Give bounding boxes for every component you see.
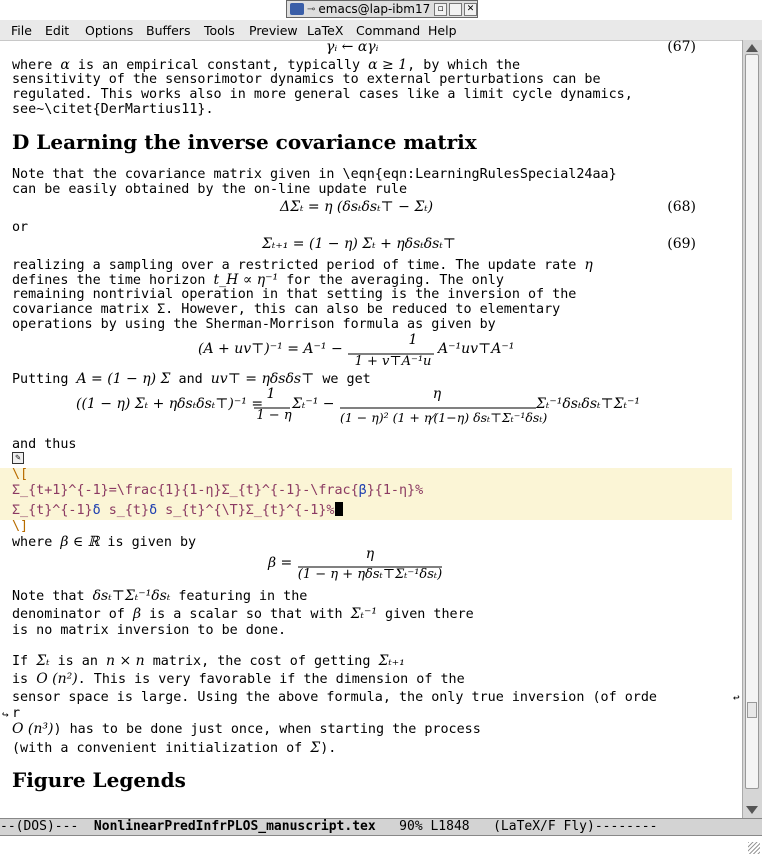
close-button[interactable]: ✕	[464, 3, 477, 16]
scrollbar-track[interactable]	[745, 54, 759, 789]
window-titlebar[interactable]	[286, 0, 478, 18]
vertical-scrollbar[interactable]	[742, 40, 762, 818]
inverse-update-mid: Σₜ⁻¹ −	[292, 396, 335, 412]
source-line: \[	[12, 467, 29, 482]
menu-latex[interactable]: LaTeX	[307, 23, 344, 38]
fraction-bar	[340, 407, 536, 409]
scroll-down-arrow-icon[interactable]	[746, 806, 758, 814]
sherman-morrison-rhs: A⁻¹uv⊤A⁻¹	[438, 341, 515, 357]
menu-options[interactable]: Options	[85, 23, 134, 38]
text-line: is no matrix inversion to be done.	[12, 623, 287, 638]
sherman-morrison-lhs: (A + uv⊤)⁻¹ = A⁻¹ −	[198, 341, 343, 357]
equation-67: γᵢ ← αγᵢ	[326, 40, 379, 55]
text-line: O (n³)) has to be done just once, when starting the process	[12, 721, 481, 737]
menu-file[interactable]: File	[11, 23, 32, 38]
fraction-numerator: 1	[408, 332, 418, 348]
beta-lhs: β =	[268, 555, 293, 571]
buffer-filename: NonlinearPredInfrPLOS_manuscript.tex	[93, 819, 376, 834]
fraction-numerator: η	[365, 546, 375, 562]
text-line: is O (n²). This is very favorable if the dimension of the	[12, 671, 465, 687]
line-wrap-icon: ↩	[733, 691, 740, 704]
modeline-prefix: --(DOS)---	[0, 819, 94, 834]
text-line: r	[12, 706, 21, 721]
text-line: Note that δsₜ⊤Σₜ⁻¹δsₜ featuring in the	[12, 588, 308, 604]
scroll-up-arrow-icon[interactable]	[746, 44, 758, 52]
mode-line[interactable]	[0, 818, 762, 836]
text-line: realizing a sampling over a restricted period of time. The update rate η	[12, 257, 593, 273]
text-line: denominator of β is a scalar so that with Σₜ⁻¹ given there	[12, 606, 474, 622]
text-cursor	[335, 502, 343, 516]
equation-number-69: (69)	[667, 236, 696, 252]
text-line: and thus	[12, 437, 77, 452]
menu-buffers[interactable]: Buffers	[146, 23, 191, 38]
fraction-denominator: (1 − η)² (1 + η⁄(1−η) δsₜ⊤Σₜ⁻¹δsₜ)	[340, 410, 548, 425]
text-line: sensor space is large. Using the above formula, the only true inversion (of orde	[12, 690, 657, 705]
preview-icon[interactable]: ✎	[12, 452, 24, 464]
window-title: emacs@lap-ibm17	[318, 2, 431, 16]
text-line: If Σₜ is an n × n matrix, the cost of getting Σₜ₊₁	[12, 653, 405, 669]
text-line: (with a convenient initialization of Σ).	[12, 740, 337, 756]
source-line: \]	[12, 519, 29, 534]
text-line: regulated. This works also in more general cases like a limit cycle dynamics,	[12, 87, 633, 102]
inverse-update-rhs: Σₜ⁻¹δsₜδsₜ⊤Σₜ⁻¹	[536, 396, 641, 412]
minibuffer[interactable]	[0, 836, 762, 856]
equation-69: Σₜ₊₁ = (1 − η) Σₜ + ηδsₜδsₜ⊤	[262, 236, 456, 252]
section-heading: D Learning the inverse covariance matrix	[12, 130, 477, 154]
menu-preview[interactable]: Preview	[249, 23, 298, 38]
major-mode[interactable]: (LaTeX/F Fly)	[493, 819, 595, 834]
fraction-denominator: (1 − η + ηδsₜ⊤Σₜ⁻¹δsₜ)	[297, 567, 443, 582]
modeline-dashes: --------	[594, 819, 658, 834]
inverse-update-lhs: ((1 − η) Σₜ + ηδsₜδsₜ⊤)⁻¹ =	[76, 396, 264, 412]
text-line: see~\citet{DerMartius11}.	[12, 102, 214, 117]
pin-icon[interactable]: ⊸	[307, 3, 316, 15]
scrollbar-thumb[interactable]	[747, 702, 757, 718]
resize-grip-icon[interactable]	[748, 842, 760, 854]
minimize-button[interactable]: ▫	[434, 3, 447, 16]
modeline-position: 90% L1848	[375, 819, 494, 834]
menu-help[interactable]: Help	[428, 23, 457, 38]
menu-tools[interactable]: Tools	[204, 23, 235, 38]
maximize-button[interactable]	[449, 3, 462, 16]
emacs-app-icon	[290, 3, 304, 15]
text-line: covariance matrix Σ. However, this can also be reduced to elementary	[12, 302, 561, 317]
text-line: defines the time horizon t_H ∝ η⁻¹ for the averaging. The only	[12, 272, 504, 288]
text-line: can be easily obtained by the on-line update rule	[12, 182, 408, 197]
equation-number-67: (67)	[667, 40, 696, 55]
fraction-denominator: 1 + v⊤A⁻¹u	[354, 354, 432, 369]
source-line: Σ_{t+1}^{-1}=\frac{1}{1-η}Σ_{t}^{-1}-\frac{β}{1-η}%	[12, 483, 424, 498]
equation-68: ΔΣₜ = η (δsₜδsₜ⊤ − Σₜ)	[280, 199, 434, 215]
menu-command[interactable]: Command	[356, 23, 421, 38]
fraction-numerator: 1	[266, 386, 276, 402]
text-line: or	[12, 220, 29, 235]
text-line: remaining nontrivial operation in that setting is the inversion of the	[12, 287, 577, 302]
text-line: where α is an empirical constant, typically α ≥ 1, by which the	[12, 57, 521, 73]
menu-bar	[0, 20, 762, 41]
fraction-denominator: 1 − η	[256, 408, 292, 423]
menu-edit[interactable]: Edit	[45, 23, 70, 38]
section-heading: Figure Legends	[12, 768, 186, 792]
fraction-numerator: η	[432, 386, 442, 402]
text-line: where β ∈ ℝ is given by	[12, 534, 197, 550]
text-line: Note that the covariance matrix given in \eqn{eqn:LearningRulesSpecial24aa}	[12, 167, 617, 182]
editor-buffer[interactable]	[0, 40, 742, 818]
equation-number-68: (68)	[667, 199, 696, 215]
source-line: Σ_{t}^{-1}δ s_{t}δ s_{t}^{\T}Σ_{t}^{-1}%	[12, 502, 343, 518]
text-line: Putting A = (1 − η) Σ and uv⊤ = ηδsδs⊤ we get	[12, 371, 371, 387]
text-line: sensitivity of the sensorimotor dynamics to external perturbations can be	[12, 72, 601, 87]
line-continuation-icon: ↪	[2, 708, 9, 721]
text-line: operations by using the Sherman-Morrison formula as given by	[12, 317, 496, 332]
